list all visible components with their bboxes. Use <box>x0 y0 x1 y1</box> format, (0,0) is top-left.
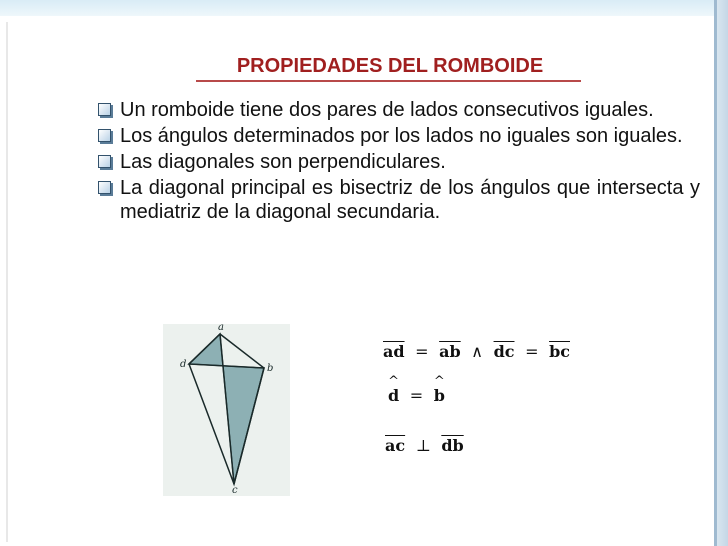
formula-angles-equal <box>388 386 445 405</box>
segment-dc: $\overline{dc}$ <box>493 342 515 361</box>
top-decoration-bar <box>0 0 728 16</box>
checkbox-bullet-icon <box>98 181 111 194</box>
title-underline <box>196 80 581 82</box>
bullet-item <box>96 98 700 122</box>
equals-sign: = <box>409 386 424 405</box>
checkbox-bullet-icon <box>98 129 111 142</box>
segment-ac: $\overline{ac}$ <box>385 436 406 455</box>
bullet-text: Las diagonales son perpendiculares. <box>120 151 446 173</box>
angle-b: ^ b <box>434 386 445 405</box>
bullet-text: Un romboide tiene dos pares de lados consecutivos iguales. <box>120 99 654 121</box>
equals-sign: = <box>415 342 429 361</box>
vertex-label-b: b <box>267 363 274 374</box>
perpendicular-sign: ⊥ <box>415 436 431 455</box>
kite-figure <box>163 324 290 496</box>
bullet-item <box>96 176 700 224</box>
segment-bc: $\overline{bc}$ <box>549 342 570 361</box>
logical-and-sign: ∧ <box>471 342 483 361</box>
segment-db: $\overline{db}$ <box>441 436 464 455</box>
slide-title: PROPIEDADES DEL ROMBOIDE <box>236 55 544 77</box>
right-decoration-border <box>714 0 728 546</box>
left-decoration-line <box>6 22 8 542</box>
angle-d: ^ d <box>388 386 399 405</box>
formula-perpendicular <box>385 436 464 455</box>
bullet-item <box>96 124 700 148</box>
vertex-label-d: d <box>180 359 187 370</box>
checkbox-bullet-icon <box>98 155 111 168</box>
kite-diagram <box>163 324 290 496</box>
segment-ab: $\overline{ab}$ <box>439 342 461 361</box>
vertex-label-a: a <box>218 324 224 333</box>
equals-sign: = <box>525 342 539 361</box>
bullet-text: La diagonal principal es bisectriz de los ángulos que intersecta y mediatriz de la diagonal secundaria. <box>120 177 700 223</box>
bullet-item <box>96 150 700 174</box>
checkbox-bullet-icon <box>98 103 111 116</box>
segment-ad: $\overline{ad}$ <box>383 342 405 361</box>
bullet-list <box>96 98 700 226</box>
bullet-text: Los ángulos determinados por los lados no iguales son iguales. <box>120 125 683 147</box>
formula-sides-equal <box>383 342 570 361</box>
vertex-label-c: c <box>232 485 238 496</box>
